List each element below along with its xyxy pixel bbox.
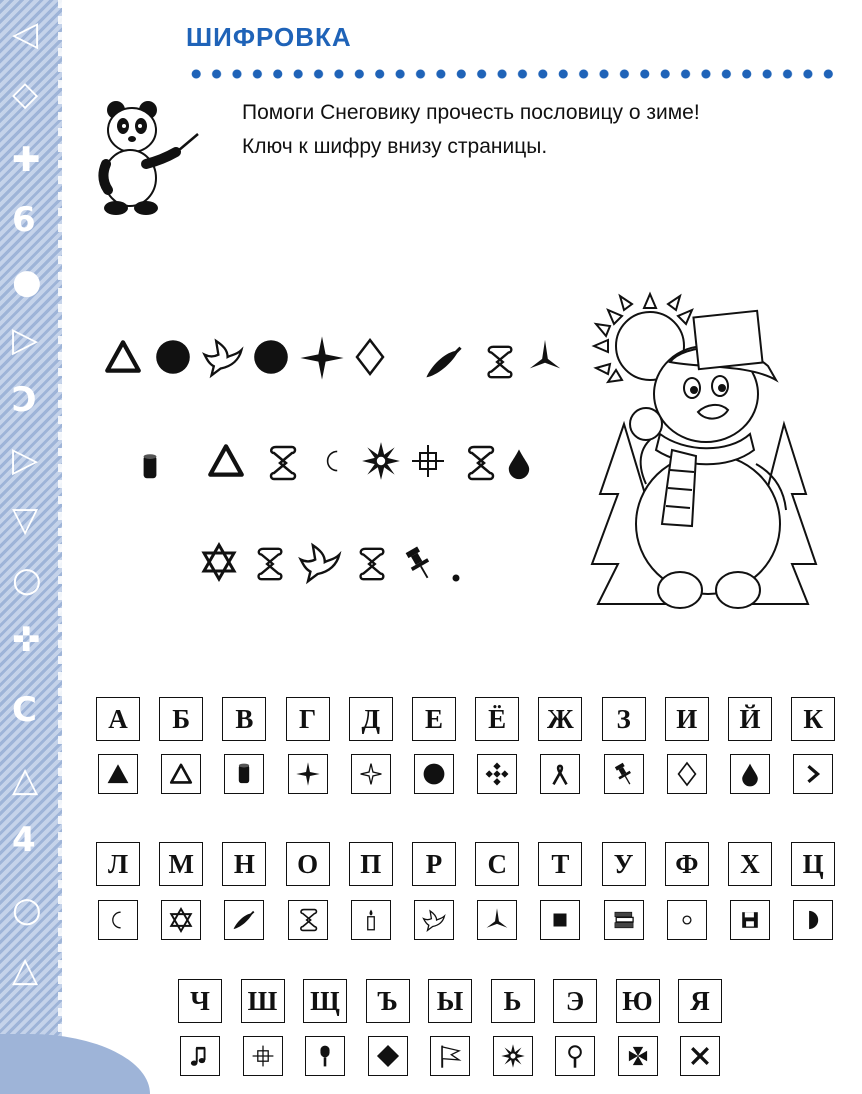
circle-decor-icon: ○ <box>12 890 42 930</box>
key-letter: Т <box>538 842 582 886</box>
diamond-outline-icon <box>674 761 700 787</box>
ribbon-icon <box>547 761 573 787</box>
crescent-icon <box>328 451 338 470</box>
key-letter: Ф <box>665 842 709 886</box>
filled-diamond-icon <box>375 1043 401 1069</box>
tri-star-icon <box>530 340 560 369</box>
microphone-icon <box>312 1043 338 1069</box>
key-symbol-box <box>351 900 391 940</box>
maltese-cross-icon <box>625 1043 651 1069</box>
candle-icon <box>358 907 384 933</box>
panda-teacher-illustration <box>96 98 200 218</box>
six-decor-icon: 6 <box>12 200 36 240</box>
key-symbol-box <box>368 1036 408 1076</box>
key-symbol-box <box>98 754 138 794</box>
key-letter: У <box>602 842 646 886</box>
key-letter: Ъ <box>366 979 410 1023</box>
crosshair-icon <box>250 1043 276 1069</box>
key-symbol-box <box>161 900 201 940</box>
key-symbol-box <box>477 754 517 794</box>
chevron-right-icon <box>800 761 826 787</box>
key-symbol-box <box>288 754 328 794</box>
key-letter: Г <box>286 697 330 741</box>
half-circle-icon <box>800 907 826 933</box>
key-letter: Л <box>96 842 140 886</box>
key-symbol-box <box>305 1036 345 1076</box>
key-symbol-box <box>618 1036 658 1076</box>
key-letter: Е <box>412 697 456 741</box>
key-symbol-box <box>540 754 580 794</box>
cross-decor-icon: ✜ <box>12 620 41 660</box>
triangle-decor-icon: △ <box>12 760 39 800</box>
key-letter: Ж <box>538 697 582 741</box>
key-letter: З <box>602 697 646 741</box>
triangle-outline-icon <box>210 446 242 474</box>
key-symbol-box <box>180 1036 220 1076</box>
key-symbol-box <box>243 1036 283 1076</box>
circle-decor-icon: ● <box>12 262 42 302</box>
key-symbol-box <box>430 1036 470 1076</box>
key-symbol-box <box>667 900 707 940</box>
key-letter: Ю <box>616 979 660 1023</box>
triangle-decor-icon: ▷ <box>12 320 39 360</box>
hexagram-icon <box>168 907 194 933</box>
drop-icon <box>737 761 763 787</box>
key-symbol-box <box>680 1036 720 1076</box>
key-letter: Н <box>222 842 266 886</box>
cylinder-icon <box>144 454 157 478</box>
pushpin-icon <box>403 545 436 582</box>
key-letter: К <box>791 697 835 741</box>
hexagram-icon <box>204 545 234 579</box>
key-letter: Б <box>159 697 203 741</box>
four-point-star-icon <box>295 761 321 787</box>
filled-circle-icon <box>421 761 447 787</box>
key-letter: Э <box>553 979 597 1023</box>
key-letter: Щ <box>303 979 347 1023</box>
magnifier-icon <box>562 1043 588 1069</box>
key-letter: М <box>159 842 203 886</box>
key-symbol-box <box>730 754 770 794</box>
scroll-icon <box>271 447 295 479</box>
key-letter: Ё <box>475 697 519 741</box>
scroll-icon <box>489 347 512 377</box>
key-letter: Й <box>728 697 772 741</box>
scroll-icon <box>295 907 321 933</box>
key-letter: В <box>222 697 266 741</box>
floppy-disk-icon <box>737 907 763 933</box>
key-letter: Ы <box>428 979 472 1023</box>
triangle-decor-icon: ▷ <box>12 440 39 480</box>
key-letter: Ь <box>491 979 535 1023</box>
key-symbol-box <box>477 900 517 940</box>
instructions <box>242 96 842 164</box>
snowman-illustration <box>588 284 818 614</box>
filled-circle-icon <box>156 340 190 374</box>
key-letter: Я <box>678 979 722 1023</box>
filled-circle-icon <box>254 340 288 374</box>
key-letter: Р <box>412 842 456 886</box>
four-point-star-outline-icon <box>358 761 384 787</box>
music-note-icon <box>187 1043 213 1069</box>
key-symbol-box <box>540 900 580 940</box>
key-symbol-box <box>224 754 264 794</box>
instruction-line-1: Помоги Снеговику прочесть пословицу о зиме! <box>242 101 700 124</box>
scroll-icon <box>259 549 282 579</box>
crosshair-icon <box>412 445 444 477</box>
key-symbol-box <box>793 900 833 940</box>
dotted-divider <box>186 68 836 80</box>
key-symbol-box <box>493 1036 533 1076</box>
dove-icon <box>301 545 339 581</box>
triangle-decor-icon: △ <box>12 950 39 990</box>
key-letter: Х <box>728 842 772 886</box>
key-symbol-box <box>98 900 138 940</box>
flag-icon <box>437 1043 463 1069</box>
key-symbol-box <box>288 900 328 940</box>
key-symbol-box <box>793 754 833 794</box>
eight-point-star-icon <box>362 442 400 480</box>
key-letter: Д <box>349 697 393 741</box>
crescent-icon <box>105 907 131 933</box>
triangle-decor-icon: ◁ <box>12 14 39 54</box>
key-symbol-box <box>414 900 454 940</box>
key-symbol-box <box>224 900 264 940</box>
four-point-star-icon <box>300 336 343 379</box>
key-symbol-box <box>604 900 644 940</box>
eight-point-star-icon <box>500 1043 526 1069</box>
key-letter: О <box>286 842 330 886</box>
tri-star-icon <box>484 907 510 933</box>
dove-icon <box>205 341 242 376</box>
key-letter: С <box>475 842 519 886</box>
scroll-icon <box>469 447 493 479</box>
key-letter: П <box>349 842 393 886</box>
decorative-corner <box>0 1034 150 1094</box>
pepper-icon <box>231 907 257 933</box>
drop-icon <box>509 449 529 479</box>
pepper-icon <box>426 347 461 378</box>
x-mark-icon <box>687 1043 713 1069</box>
key-letter: Ш <box>241 979 285 1023</box>
instruction-line-2: Ключ к шифру внизу страницы. <box>242 135 548 158</box>
four-decor-icon: 4 <box>12 820 36 860</box>
dove-icon <box>421 907 447 933</box>
key-letter: Ц <box>791 842 835 886</box>
period-dot <box>453 575 460 582</box>
key-symbol-box <box>730 900 770 940</box>
scroll-icon <box>361 549 384 579</box>
triangle-outline-icon <box>168 761 194 787</box>
cross-decor-icon: ✚ <box>12 140 41 180</box>
key-letter: И <box>665 697 709 741</box>
key-symbol-box <box>667 754 707 794</box>
triangle-decor-icon: ▽ <box>12 500 39 540</box>
key-symbol-box <box>414 754 454 794</box>
cylinder-icon <box>231 761 257 787</box>
decorative-left-band <box>0 0 62 1094</box>
circle-decor-icon: ○ <box>12 560 42 600</box>
triangle-filled-icon <box>105 761 131 787</box>
page-title: ШИФРОВКА <box>186 22 352 52</box>
square-decor-icon: ◇ <box>12 74 39 114</box>
books-icon <box>611 907 637 933</box>
filled-square-icon <box>547 907 573 933</box>
key-letter: А <box>96 697 140 741</box>
key-symbol-box <box>161 754 201 794</box>
small-circle-icon <box>674 907 700 933</box>
key-letter: Ч <box>178 979 222 1023</box>
key-symbol-box <box>604 754 644 794</box>
key-symbol-box <box>351 754 391 794</box>
triangle-outline-icon <box>107 342 139 370</box>
pushpin-icon <box>611 761 637 787</box>
diamond-outline-icon <box>357 340 383 374</box>
arc-decor-icon: C <box>12 690 37 730</box>
key-symbol-box <box>555 1036 595 1076</box>
diamond-dots-icon <box>484 761 510 787</box>
c-decor-icon: Ↄ <box>12 380 37 420</box>
